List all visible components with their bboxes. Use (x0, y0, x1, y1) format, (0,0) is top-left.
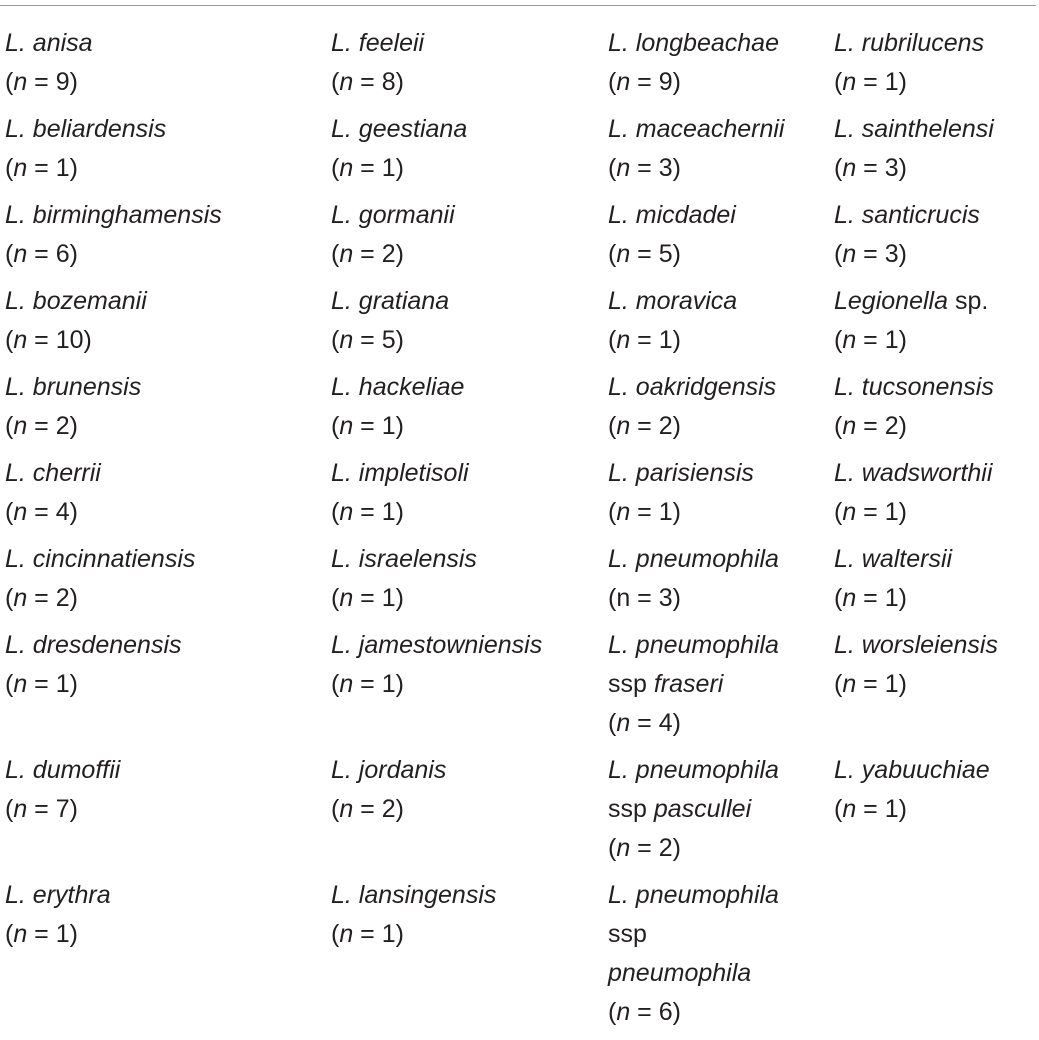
species-count (608, 993, 834, 1032)
text-run: L. moravica (608, 287, 738, 315)
species-cell (608, 876, 834, 1032)
species-cell (5, 110, 331, 188)
text-run: = 2) (630, 834, 681, 862)
text-run: = 5) (353, 326, 404, 354)
text-run: n (842, 670, 857, 698)
text-run: = 6) (27, 240, 78, 268)
text-run: L. rubrilucens (834, 29, 985, 57)
species-name-line (834, 282, 1034, 321)
species-cell (331, 110, 608, 188)
species-cell (834, 110, 1034, 188)
species-cell (5, 751, 331, 829)
text-run: L. cherrii (5, 459, 101, 487)
species-cell (331, 196, 608, 274)
text-run: L. tucsonensis (834, 373, 994, 401)
text-run: ( (834, 326, 843, 354)
text-run: n (616, 154, 631, 182)
species-name-line (5, 24, 331, 63)
species-name-line (834, 24, 1034, 63)
text-run: L. dumoffii (5, 756, 121, 784)
species-name-line (331, 368, 608, 407)
text-run: L. gratiana (331, 287, 450, 315)
species-name-line (608, 540, 834, 579)
text-run: = 1) (353, 412, 404, 440)
species-cell (5, 626, 331, 704)
species-cell (5, 282, 331, 360)
species-count (5, 790, 331, 829)
species-cell (608, 24, 834, 102)
table-row (5, 110, 1035, 196)
species-name-line (331, 540, 608, 579)
species-cell (834, 368, 1034, 446)
text-run: ( (331, 670, 340, 698)
text-run: L. feeleii (331, 29, 425, 57)
text-run: n (13, 920, 28, 948)
text-run: L. erythra (5, 881, 111, 909)
text-run: ( (331, 584, 340, 612)
text-run: pascullei (653, 795, 752, 823)
species-name-line (608, 915, 834, 954)
species-name-line (834, 626, 1034, 665)
text-run: n (339, 240, 354, 268)
table-row (5, 24, 1035, 110)
species-count (608, 235, 834, 274)
species-cell (608, 454, 834, 532)
species-name-line (608, 790, 834, 829)
text-run: ( (331, 920, 340, 948)
text-run: ( (834, 795, 843, 823)
species-count (834, 790, 1034, 829)
species-count (834, 321, 1034, 360)
species-cell (5, 540, 331, 618)
text-run: = 1) (856, 795, 907, 823)
species-name-line (608, 751, 834, 790)
text-run: n (339, 68, 354, 96)
species-name-line (834, 751, 1034, 790)
text-run: ( (5, 795, 14, 823)
text-run: L. beliardensis (5, 115, 167, 143)
species-count (834, 493, 1034, 532)
species-cell (608, 540, 834, 618)
text-run: n (339, 412, 354, 440)
text-run: ( (331, 326, 340, 354)
species-count (608, 493, 834, 532)
text-run: = 1) (856, 670, 907, 698)
text-run: = 1) (856, 326, 907, 354)
text-run: n (13, 670, 28, 698)
species-cell (5, 24, 331, 102)
species-count (5, 149, 331, 188)
text-run: L. maceachernii (608, 115, 785, 143)
text-run: ( (834, 412, 843, 440)
species-count (608, 63, 834, 102)
text-run: ( (5, 68, 14, 96)
species-name-line (608, 282, 834, 321)
text-run: ssp (608, 920, 647, 948)
species-count (608, 149, 834, 188)
table-row (5, 196, 1035, 282)
species-name-line (608, 454, 834, 493)
text-run: L. anisa (5, 29, 93, 57)
species-cell (608, 282, 834, 360)
text-run: n (13, 68, 28, 96)
text-run: L. israelensis (331, 545, 477, 573)
text-run: = 3) (856, 154, 907, 182)
table-row (5, 282, 1035, 368)
species-cell (834, 454, 1034, 532)
species-name-line (608, 876, 834, 915)
text-run: L. pneumophila (608, 756, 779, 784)
text-run: = 1) (856, 68, 907, 96)
text-run: = 9) (27, 68, 78, 96)
text-run: ( (608, 154, 617, 182)
species-cell (608, 368, 834, 446)
text-run: L. micdadei (608, 201, 736, 229)
text-run: L. geestiana (331, 115, 468, 143)
text-run: L. cincinnatiensis (5, 545, 196, 573)
species-name-line (331, 110, 608, 149)
species-name-line (331, 24, 608, 63)
text-run: ( (834, 240, 843, 268)
species-name-line (834, 454, 1034, 493)
text-run: n (13, 240, 28, 268)
species-count (5, 235, 331, 274)
species-table (5, 24, 1035, 1040)
text-run: = 1) (353, 670, 404, 698)
text-run: L. gormanii (331, 201, 455, 229)
text-run: n (842, 412, 857, 440)
text-run: = 1) (856, 498, 907, 526)
text-run: ( (5, 326, 14, 354)
text-run: n (616, 68, 631, 96)
text-run: ( (608, 998, 617, 1026)
species-name-line (5, 110, 331, 149)
text-run: = 1) (630, 498, 681, 526)
text-run: L. jordanis (331, 756, 447, 784)
text-run: L. sainthelensi (834, 115, 994, 143)
species-name-line (5, 540, 331, 579)
text-run: ( (331, 498, 340, 526)
species-count (834, 665, 1034, 704)
text-run: ( (331, 795, 340, 823)
species-name-line (834, 196, 1034, 235)
table-row (5, 540, 1035, 626)
text-run: L. oakridgensis (608, 373, 777, 401)
text-run: ( (5, 670, 14, 698)
species-name-line (5, 751, 331, 790)
species-name-line (331, 751, 608, 790)
text-run: ( (5, 920, 14, 948)
text-run: = 1) (353, 498, 404, 526)
text-run: = 1) (27, 920, 78, 948)
table-row (5, 368, 1035, 454)
species-cell (331, 751, 608, 829)
text-run: ( (608, 68, 617, 96)
text-run: ( (608, 412, 617, 440)
text-run: L. impletisoli (331, 459, 469, 487)
text-run: n (842, 584, 857, 612)
text-run: n (13, 412, 28, 440)
text-run: n (13, 584, 28, 612)
text-run: L. dresdenensis (5, 631, 182, 659)
species-name-line (608, 368, 834, 407)
species-count (834, 63, 1034, 102)
text-run: = 10) (27, 326, 92, 354)
table-row (5, 876, 1035, 1040)
text-run: = 2) (27, 412, 78, 440)
text-run: ( (331, 68, 340, 96)
text-run: = 4) (630, 709, 681, 737)
text-run: = 1) (353, 920, 404, 948)
text-run: n (339, 498, 354, 526)
text-run: ( (5, 412, 14, 440)
species-count (331, 407, 608, 446)
text-run: = 8) (353, 68, 404, 96)
text-run: = 2) (630, 412, 681, 440)
text-run: n (842, 498, 857, 526)
text-run: n (339, 795, 354, 823)
table-row (5, 454, 1035, 540)
text-run: L. santicrucis (834, 201, 980, 229)
text-run: n (616, 834, 631, 862)
text-run: n (339, 584, 354, 612)
text-run: L. pneumophila (608, 881, 779, 909)
species-name-line (5, 368, 331, 407)
text-run: n (616, 709, 631, 737)
species-name-line (331, 454, 608, 493)
text-run: ( (608, 240, 617, 268)
text-run: L. parisiensis (608, 459, 754, 487)
species-count (834, 407, 1034, 446)
text-run: n (339, 670, 354, 698)
text-run: ( (331, 412, 340, 440)
species-cell (608, 110, 834, 188)
text-run: sp. (948, 287, 989, 315)
text-run: n (13, 795, 28, 823)
species-count (834, 579, 1034, 618)
text-run: ( (5, 584, 14, 612)
species-cell (331, 454, 608, 532)
text-run: ( (834, 154, 843, 182)
text-run: L. wadsworthii (834, 459, 993, 487)
species-count (331, 493, 608, 532)
species-name-line (5, 454, 331, 493)
text-run: n (842, 68, 857, 96)
text-run: = 9) (630, 68, 681, 96)
text-run: = 1) (353, 584, 404, 612)
species-count (331, 790, 608, 829)
species-cell (608, 626, 834, 743)
species-cell (834, 751, 1034, 829)
text-run: = 2) (856, 412, 907, 440)
species-cell (5, 454, 331, 532)
species-count (608, 579, 834, 618)
species-cell (331, 540, 608, 618)
species-cell (5, 876, 331, 954)
text-run: = 1) (353, 154, 404, 182)
text-run: n (842, 326, 857, 354)
species-count (608, 829, 834, 868)
text-run: ( (608, 498, 617, 526)
species-count (331, 63, 608, 102)
table-row (5, 751, 1035, 876)
text-run: ssp (608, 795, 654, 823)
species-name-line (608, 626, 834, 665)
species-name-line (331, 282, 608, 321)
text-run: = 1) (27, 670, 78, 698)
text-run: ( (608, 834, 617, 862)
text-run: L. lansingensis (331, 881, 497, 909)
species-count (5, 321, 331, 360)
text-run: = 1) (856, 584, 907, 612)
species-name-line (834, 368, 1034, 407)
text-run: ( (608, 709, 617, 737)
species-name-line (331, 876, 608, 915)
species-count (834, 149, 1034, 188)
text-run: L. hackeliae (331, 373, 465, 401)
text-run: (n = 3) (608, 584, 681, 612)
text-run: ( (5, 498, 14, 526)
species-count (608, 407, 834, 446)
text-run: n (616, 498, 631, 526)
text-run: n (616, 412, 631, 440)
species-count (5, 407, 331, 446)
text-run: L. worsleiensis (834, 631, 998, 659)
text-run: = 2) (27, 584, 78, 612)
text-run: L. waltersii (834, 545, 953, 573)
species-count (5, 665, 331, 704)
species-name-line (5, 876, 331, 915)
species-cell (331, 626, 608, 704)
species-cell (331, 368, 608, 446)
text-run: = 2) (353, 795, 404, 823)
text-run: L. longbeachae (608, 29, 779, 57)
text-run: n (13, 326, 28, 354)
text-run: Legionella (834, 287, 948, 315)
species-name-line (608, 110, 834, 149)
text-run: ( (331, 154, 340, 182)
species-cell (834, 196, 1034, 274)
species-name-line (331, 626, 608, 665)
species-cell (834, 540, 1034, 618)
species-cell (331, 282, 608, 360)
text-run: n (842, 240, 857, 268)
text-run: ( (834, 498, 843, 526)
species-count (608, 321, 834, 360)
text-run: n (616, 240, 631, 268)
text-run: ( (5, 240, 14, 268)
text-run: n (616, 998, 631, 1026)
species-count (5, 493, 331, 532)
species-count (834, 235, 1034, 274)
text-run: = 1) (630, 326, 681, 354)
text-run: = 5) (630, 240, 681, 268)
text-run: fraseri (653, 670, 724, 698)
text-run: n (339, 154, 354, 182)
text-run: L. brunensis (5, 373, 142, 401)
species-name-line (608, 954, 834, 993)
text-run: n (13, 498, 28, 526)
species-name-line (5, 196, 331, 235)
text-run: L. birminghamensis (5, 201, 222, 229)
table-top-rule (0, 5, 1036, 6)
species-count (331, 665, 608, 704)
text-run: ssp (608, 670, 654, 698)
text-run: = 1) (27, 154, 78, 182)
text-run: ( (834, 584, 843, 612)
text-run: n (13, 154, 28, 182)
species-count (608, 704, 834, 743)
text-run: = 2) (353, 240, 404, 268)
text-run: L. bozemanii (5, 287, 147, 315)
species-count (331, 321, 608, 360)
species-count (5, 579, 331, 618)
text-run: = 3) (856, 240, 907, 268)
species-cell (608, 751, 834, 868)
species-count (331, 579, 608, 618)
text-run: n (842, 795, 857, 823)
text-run: L. jamestowniensis (331, 631, 543, 659)
species-name-line (5, 626, 331, 665)
text-run: ( (834, 670, 843, 698)
species-cell (331, 876, 608, 954)
text-run: n (842, 154, 857, 182)
species-count (331, 235, 608, 274)
species-cell (834, 282, 1034, 360)
text-run: n (339, 326, 354, 354)
species-name-line (5, 282, 331, 321)
text-run: n (339, 920, 354, 948)
text-run: pneumophila (608, 959, 752, 987)
text-run: L. yabuuchiae (834, 756, 990, 784)
text-run: L. pneumophila (608, 545, 779, 573)
text-run: = 3) (630, 154, 681, 182)
species-name-line (608, 196, 834, 235)
species-name-line (608, 665, 834, 704)
species-name-line (331, 196, 608, 235)
text-run: = 6) (630, 998, 681, 1026)
species-count (5, 63, 331, 102)
species-name-line (834, 540, 1034, 579)
species-cell (5, 196, 331, 274)
species-cell (834, 24, 1034, 102)
species-cell (5, 368, 331, 446)
species-cell (834, 626, 1034, 704)
text-run: n (616, 326, 631, 354)
species-count (331, 915, 608, 954)
text-run: = 4) (27, 498, 78, 526)
table-row (5, 626, 1035, 751)
species-name-line (608, 24, 834, 63)
text-run: ( (5, 154, 14, 182)
species-cell (331, 24, 608, 102)
species-name-line (834, 110, 1034, 149)
text-run: ( (608, 326, 617, 354)
species-count (5, 915, 331, 954)
species-cell (608, 196, 834, 274)
text-run: L. pneumophila (608, 631, 779, 659)
species-count (331, 149, 608, 188)
text-run: ( (834, 68, 843, 96)
text-run: ( (331, 240, 340, 268)
text-run: = 7) (27, 795, 78, 823)
